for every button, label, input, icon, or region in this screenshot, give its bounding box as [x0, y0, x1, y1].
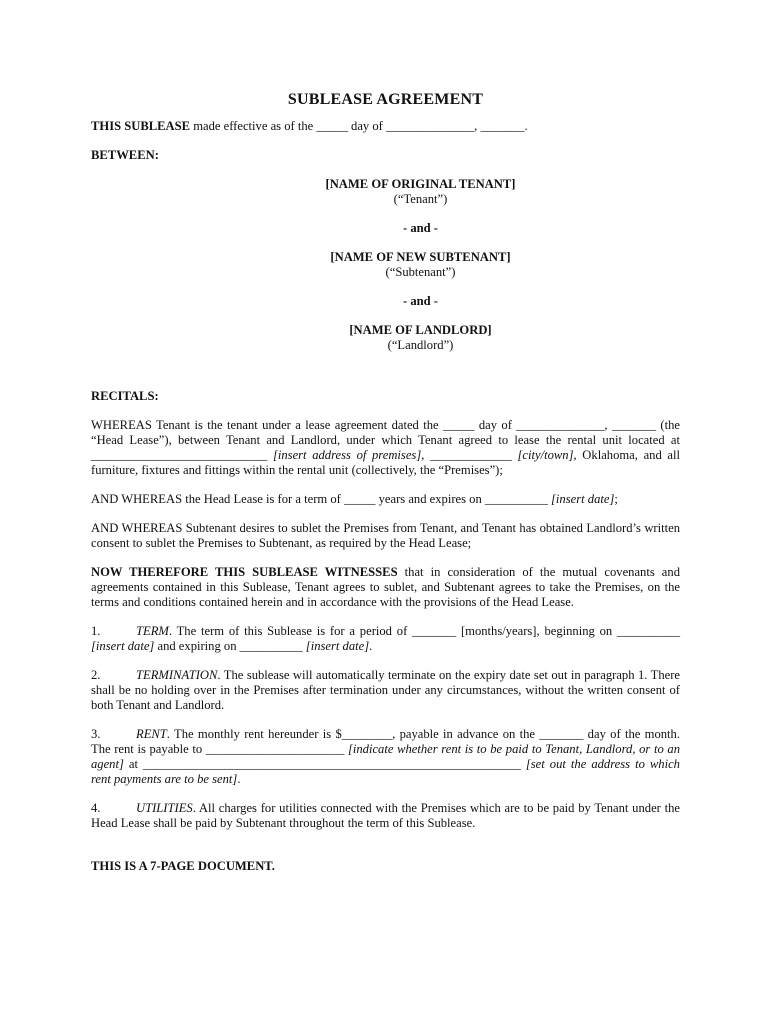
recital-consent: AND WHEREAS Subtenant desires to sublet the Premises from Tenant, and Tenant has obtained Landlord’s written consent to sublet the Premises to Subtenant, as required by the Head Lease;	[91, 521, 680, 550]
party-name: [NAME OF NEW SUBTENANT]	[330, 250, 511, 264]
party-landlord	[161, 323, 680, 353]
witnesses-paragraph: NOW THEREFORE THIS SUBLEASE WITNESSES that in consideration of the mutual covenants and agreements contained in this Sublease, Tenant agrees to sublet, and Subtenant agrees to take the Premises, on the terms and conditions contained herein and in accordance with the provisions of the Head Lease.	[91, 565, 680, 609]
party-role: (“Landlord”)	[387, 338, 454, 352]
clause-term: 1. TERM. The term of this Sublease is for a period of _______ [months/years], beginning on __________ [insert date] and expiring on __________ [insert date].	[91, 624, 680, 653]
party-name: [NAME OF LANDLORD]	[349, 323, 492, 337]
clause-termination: 2. TERMINATION. The sublease will automatically terminate on the expiry date set out in paragraph 1. There shall be no holding over in the Premises after termination under any circumstances, without the written consent of both Tenant and Landlord.	[91, 668, 680, 712]
between-heading: BETWEEN:	[91, 148, 159, 162]
and-separator: - and -	[403, 294, 438, 308]
party-name: [NAME OF ORIGINAL TENANT]	[325, 177, 516, 191]
document-title: SUBLEASE AGREEMENT	[287, 91, 484, 108]
document-body	[91, 92, 680, 874]
intro-bold: THIS SUBLEASE	[91, 119, 191, 133]
intro-text: made effective as of the _____ day of ______________, _______.	[190, 119, 528, 133]
recitals-heading: RECITALS:	[91, 389, 159, 403]
intro-paragraph	[91, 119, 680, 134]
party-tenant	[161, 177, 680, 207]
party-role: (“Subtenant”)	[385, 265, 456, 279]
page-count-note: THIS IS A 7-PAGE DOCUMENT.	[91, 859, 275, 873]
and-separator: - and -	[403, 221, 438, 235]
party-role: (“Tenant”)	[393, 192, 448, 206]
clause-rent: 3. RENT. The monthly rent hereunder is $________, payable in advance on the _______ day of the month. The rent is payable to ______________________ [indicate whether rent is to be paid to Tenant, Landlord, or to an agent] at ____________________________________________________________ [set out the address to which rent payments are to be sent].	[91, 727, 681, 786]
recital-head-lease: WHEREAS Tenant is the tenant under a lease agreement dated the _____ day of ______________, _______ (the “Head Lease”), between Tenant and Landlord, under which Tenant agreed to lease the rental unit located at ____________________________ [insert address of premises], _____________ [city/town], Oklahoma, and all furniture, fixtures and fittings within the rental unit (collectively, the “Premises”);	[91, 418, 680, 477]
party-subtenant	[161, 250, 680, 280]
recital-term: AND WHEREAS the Head Lease is for a term of _____ years and expires on __________ [insert date];	[91, 492, 618, 506]
clause-utilities: 4. UTILITIES. All charges for utilities connected with the Premises which are to be paid by Tenant under the Head Lease shall be paid by Subtenant throughout the term of this Sublease.	[91, 801, 680, 830]
